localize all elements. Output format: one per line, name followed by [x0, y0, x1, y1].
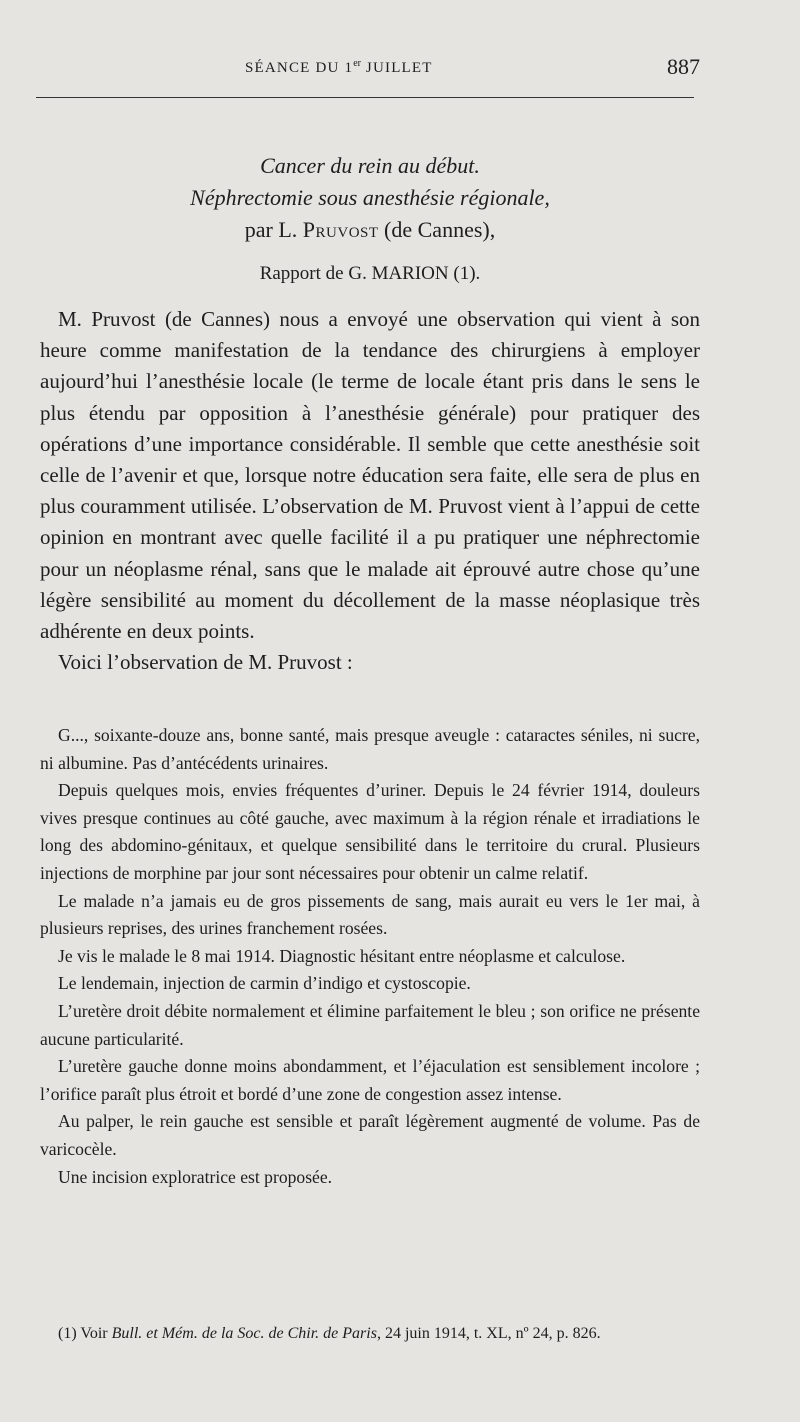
- observation-paragraph: Une incision exploratrice est proposée.: [58, 1166, 333, 1187]
- observation-paragraph: Depuis quelques mois, envies fréquentes d’uriner. Depuis le 24 février 1914, douleurs vives presque continues au côté gauche, avec maximum à la région rénale et irradiations le long des abdomino-génitaux, et quelque sensibilité dans le territoire du crural. Plusieurs injections de morphine par jour sont nécessaires pour obtenir un calme relatif.: [40, 780, 700, 883]
- header-rule: [36, 97, 694, 98]
- title-line-2: Néphrectomie sous anesthésie régionale,: [190, 185, 550, 210]
- footnote: (1) Voir Bull. et Mém. de la Soc. de Chir. de Paris, 24 juin 1914, t. XL, nº 24, p. 826.: [58, 1325, 601, 1342]
- observation-paragraph: L’uretère gauche donne moins abondamment, et l’éjaculation est sensiblement incolore ; l’orifice paraît plus étroit et bordé d’une zone de congestion assez intense.: [40, 1056, 700, 1104]
- author-name: Pruvost: [302, 217, 379, 242]
- title-line-1: Cancer du rein au début.: [260, 153, 480, 178]
- title-block: [40, 150, 700, 290]
- running-head: SÉANCE DU 1er JUILLET: [245, 58, 433, 76]
- journal-title: Bull. et Mém. de la Soc. de Chir. de Paris: [111, 1325, 377, 1342]
- observation-text: [40, 722, 700, 1191]
- body-text: [40, 304, 700, 678]
- body-paragraph: Voici l’observation de M. Pruvost :: [58, 650, 353, 675]
- report-line: Rapport de G. MARION (1).: [259, 263, 481, 284]
- body-paragraph: M. Pruvost (de Cannes) nous a envoyé une observation qui vient à son heure comme manifestation de la tendance des chirurgiens à employer aujourd’hui l’anesthésie locale (le terme de locale étant pris dans le sens le plus étendu par opposition à l’anesthésie générale) pour pratiquer des opérations d’une importance considérable. Il semble que cette anesthésie soit celle de l’avenir et que, lorsque notre éducation sera faite, elle sera de plus en plus couramment utilisée. L’observation de M. Pruvost vient à l’appui de cette opinion en montrant avec quelle facilité il a pu pratiquer une néphrectomie pour un néoplasme rénal, sans que le malade ait éprouvé autre chose qu’une légère sensibilité au moment du décollement de la masse néoplasique très adhérente en deux points.: [40, 307, 700, 644]
- observation-paragraph: G..., soixante-douze ans, bonne santé, mais presque aveugle : cataractes séniles, ni sucre, ni albumine. Pas d’antécédents urinaires.: [40, 725, 700, 773]
- observation-paragraph: Le malade n’a jamais eu de gros pissements de sang, mais aurait eu vers le 1er mai, à plusieurs reprises, des urines franchement rosées.: [40, 890, 700, 939]
- page-number: 887: [667, 54, 700, 79]
- observation-paragraph: Au palper, le rein gauche est sensible et paraît légèrement augmenté de volume. Pas de varicocèle.: [40, 1111, 700, 1159]
- page-header: [40, 50, 700, 80]
- observation-paragraph: Le lendemain, injection de carmin d’indigo et cystoscopie.: [58, 973, 471, 994]
- author-line: par L. Pruvost (de Cannes),: [244, 217, 496, 242]
- observation-paragraph: Je vis le malade le 8 mai 1914. Diagnostic hésitant entre néoplasme et calculose.: [58, 945, 626, 966]
- observation-paragraph: L’uretère droit débite normalement et élimine parfaitement le bleu ; son orifice ne présente aucune particularité.: [40, 1000, 700, 1049]
